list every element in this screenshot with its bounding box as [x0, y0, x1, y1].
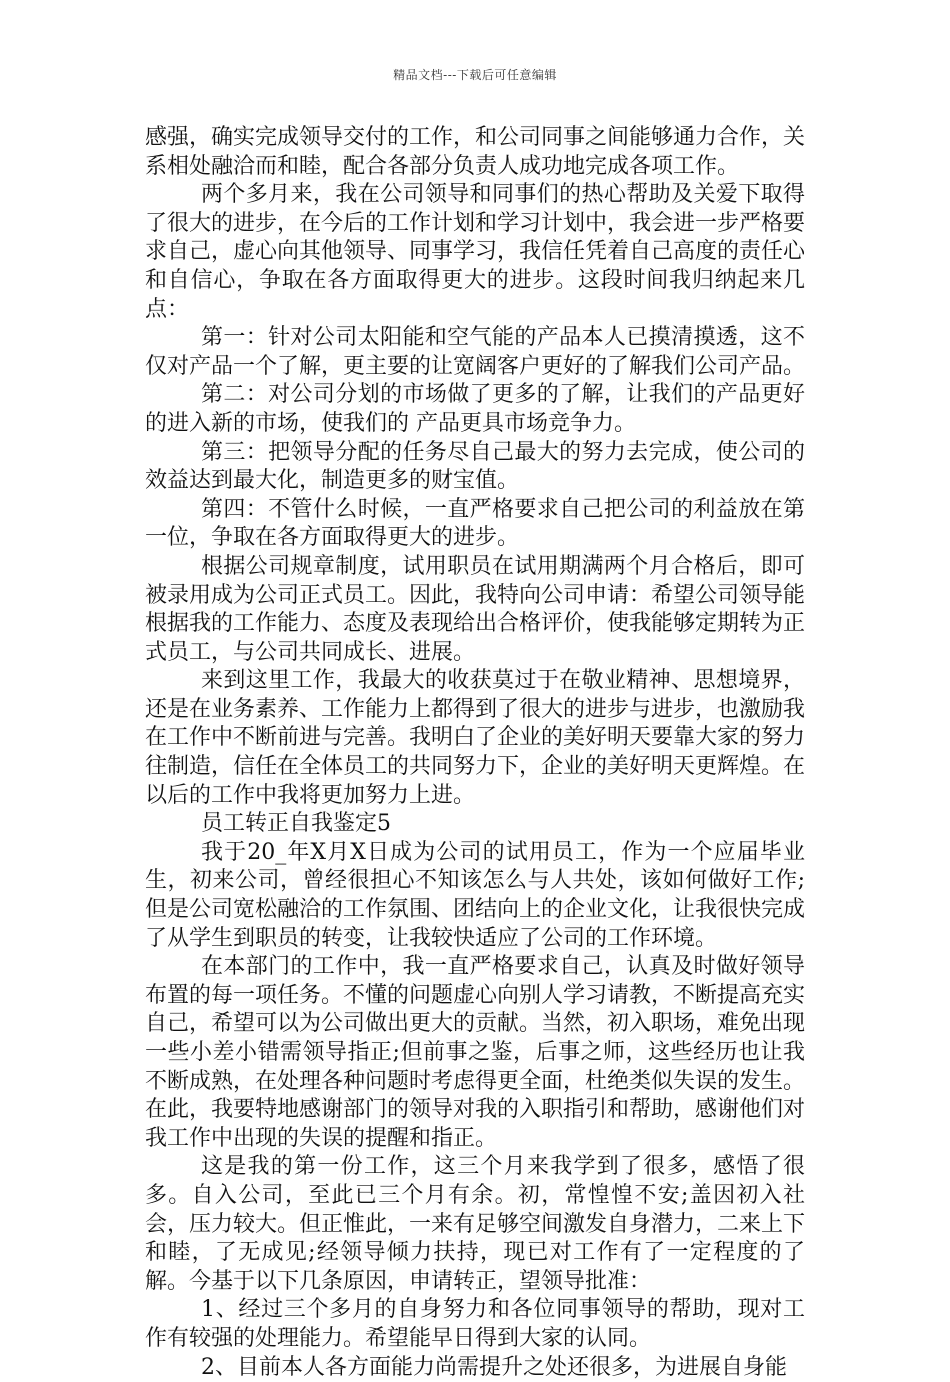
paragraph-reason-2: 2、目前本人各方面能力尚需提升之处还很多，为进展自身能: [201, 1354, 787, 1380]
paragraph-point-4: 第四：不管什么时候，一直严格要求自己把公司的利益放在第一位，争取在各方面取得更大的进步。: [145, 496, 805, 551]
paragraph-10: 我于20_年X月X日成为公司的试用员工，作为一个应届毕业生，初来公司，曾经很担心不知该怎么与人共处，该如何做好工作;但是公司宽松融洽的工作氛围、团结向上的企业文化，让我很快完成了从学生到职员的转变，让我较快适应了公司的工作环境。: [145, 839, 806, 951]
paragraph-point-3: 第三：把领导分配的任务尽自己最大的努力去完成，使公司的效益达到最大化，制造更多的财宝值。: [145, 439, 805, 494]
paragraph-point-1: 第一：针对公司太阳能和空气能的产品本人已摸清摸透，这不仅对产品一个了解，更主要的让宽阔客户更好的了解我们公司产品。: [145, 325, 806, 379]
paragraph-12: 这是我的第一份工作，这三个月来我学到了很多，感悟了很多。自入公司，至此已三个月有余。初，常惶惶不安;盖因初入社会，压力较大。但正惟此，一来有足够空间激发自身潜力，二来上下和睦，了无成见;经领导倾力扶持，现已对工作有了一定程度的了解。今基于以下几条原因，申请转正，望领导批准：: [145, 1154, 806, 1294]
page-header: 精品文档---下载后可任意编辑: [393, 68, 557, 82]
paragraph-8: 来到这里工作，我最大的收获莫过于在敬业精神、思想境界，还是在业务素养、工作能力上都得到了很大的进步与进步，也激励我在工作中不断前进与完善。我明白了企业的美好明天要靠大家的努力往制造，信任在全体员工的共同努力下，企业的美好明天更辉煌。在以后的工作中我将更加努力上进。: [145, 668, 806, 808]
paragraph-7: 根据公司规章制度，试用职员在试用期满两个月合格后，即可被录用成为公司正式员工。因此，我特向公司申请：希望公司领导能根据我的工作能力、态度及表现给出合格评价，使我能够定期转为正式员工，与公司共同成长、进展。: [145, 553, 806, 665]
paragraph-2: 两个多月来，我在公司领导和同事们的热心帮助及关爱下取得了很大的进步，在今后的工作计划和学习计划中，我会进一步严格要求自己，虚心向其他领导、同事学习，我信任凭着自己高度的责任心和自信心，争取在各方面取得更大的进步。这段时间我归纳起来几点：: [145, 182, 806, 322]
document-body: [145, 124, 805, 1382]
paragraph-point-2: 第二：对公司分划的市场做了更多的了解，让我们的产品更好的进入新的市场，使我们的 产品更具市场竞争力。: [145, 382, 805, 436]
section-heading: 员工转正自我鉴定5: [201, 811, 391, 837]
paragraph-reason-1: 1、经过三个多月的自身努力和各位同事领导的帮助，现对工作有较强的处理能力。希望能早日得到大家的认同。: [145, 1297, 805, 1351]
paragraph-1: 感强，确实完成领导交付的工作，和公司同事之间能够通力合作，关系相处融洽而和睦，配合各部分负责人成功地完成各项工作。: [145, 125, 806, 179]
paragraph-11: 在本部门的工作中，我一直严格要求自己，认真及时做好领导布置的每一项任务。不懂的问题虚心向别人学习请教，不断提高充实自己，希望可以为公司做出更大的贡献。当然，初入职场，难免出现一些小差小错需领导指正;但前事之鉴，后事之师，这些经历也让我不断成熟，在处理各种问题时考虑得更全面，杜绝类似失误的发生。在此，我要特地感谢部门的领导对我的入职指引和帮助，感谢他们对我工作中出现的失误的提醒和指正。: [145, 954, 806, 1151]
